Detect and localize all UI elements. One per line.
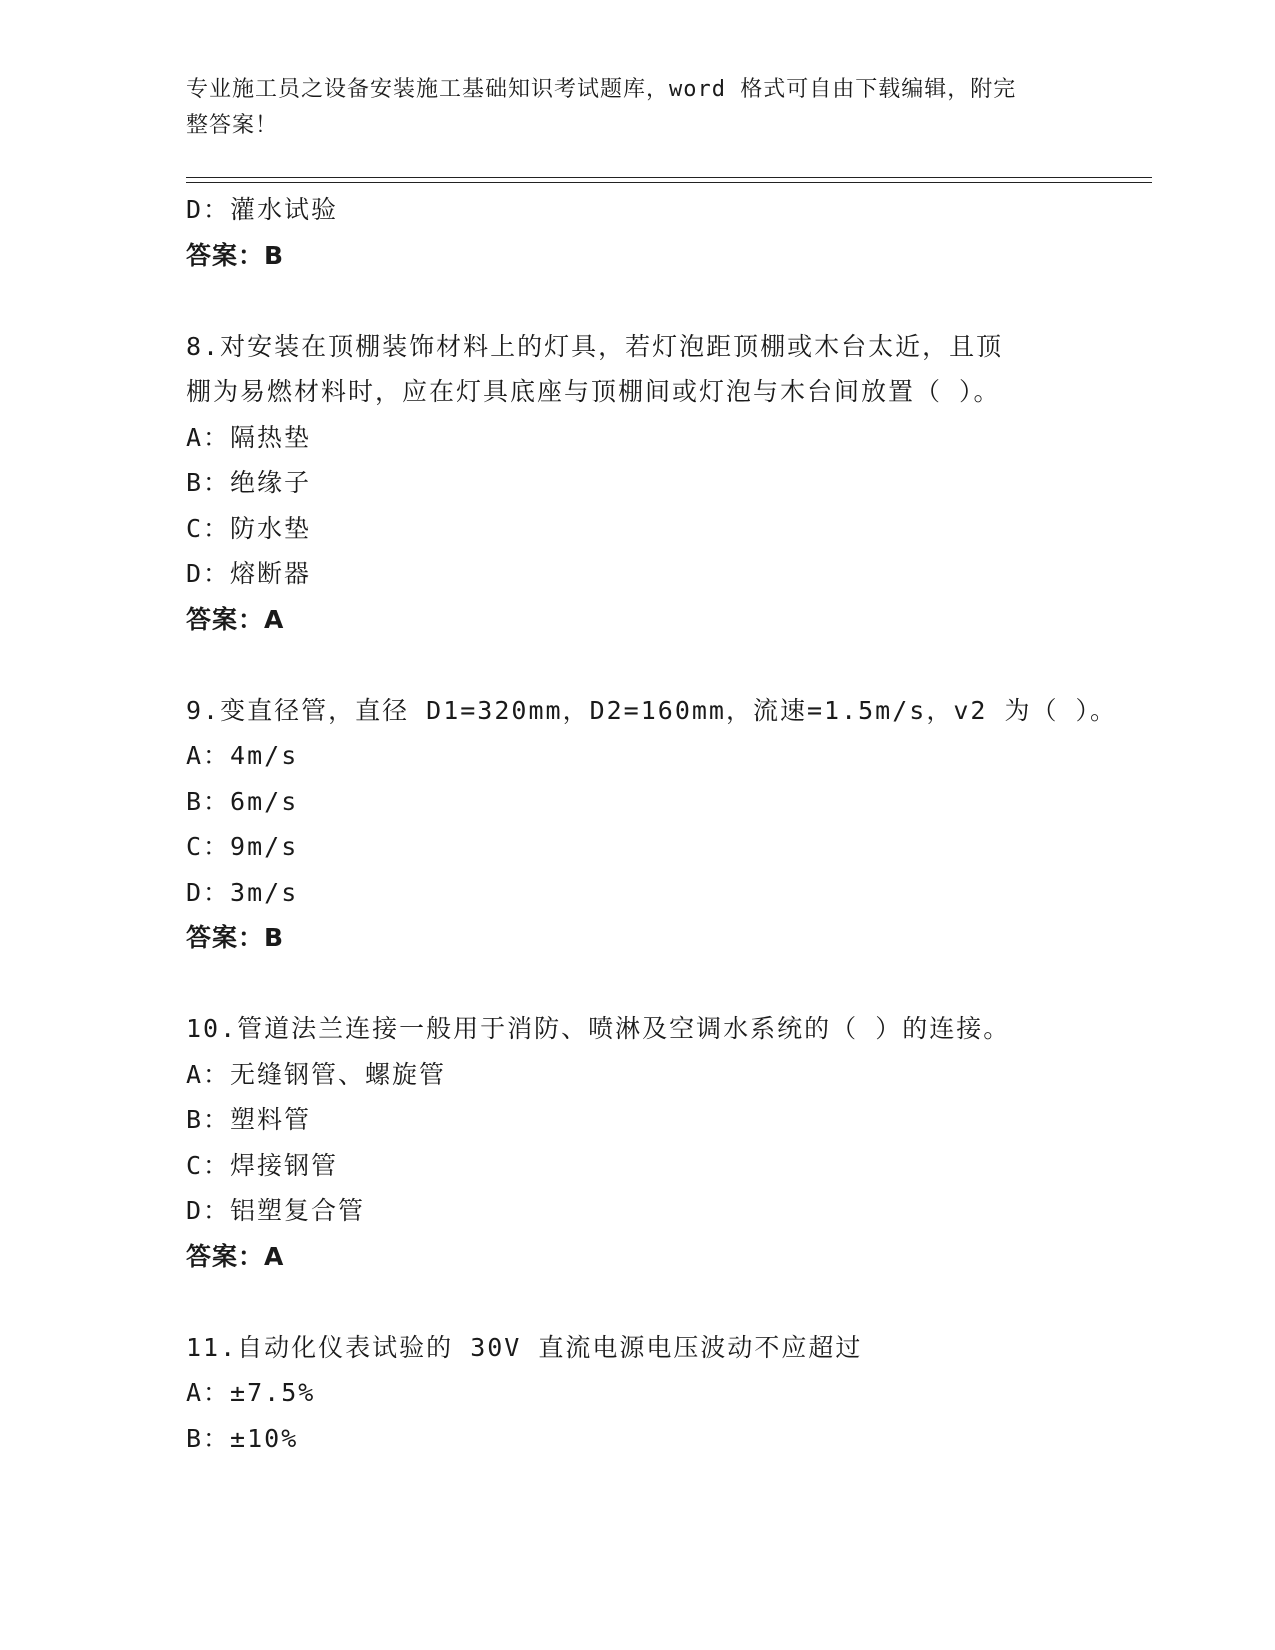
option-a: A：无缝钢管、螺旋管 xyxy=(186,1059,447,1089)
option-a: A：隔热垫 xyxy=(186,422,312,452)
option-d: D：灌水试验 xyxy=(186,195,339,224)
document-header xyxy=(186,72,1066,144)
option-d: D：熔断器 xyxy=(186,559,312,588)
option-b: B：±10% xyxy=(186,1423,299,1453)
question-list xyxy=(186,187,1118,1461)
question-stem: 8.对安装在顶棚装饰材料上的灯具，若灯泡距顶棚或木台太近，且顶 xyxy=(186,331,1004,361)
option-b: B：6m/s xyxy=(186,786,299,816)
answer-line: 答案：B xyxy=(186,923,285,952)
header-line-2: 整答案！ xyxy=(186,113,279,138)
header-line-1: 专业施工员之设备安装施工基础知识考试题库，word 格式可自由下载编辑，附完 xyxy=(186,77,1017,102)
question-9 xyxy=(186,688,1118,961)
spacer xyxy=(186,278,1086,324)
answer-line: 答案：A xyxy=(186,604,285,634)
question-10 xyxy=(186,1006,1086,1279)
option-b: B：塑料管 xyxy=(186,1105,312,1134)
question-11 xyxy=(186,1325,1086,1462)
header-divider-top xyxy=(186,177,1152,178)
option-c: C：焊接钢管 xyxy=(186,1150,339,1180)
option-d: D：铝塑复合管 xyxy=(186,1196,366,1225)
option-d: D：3m/s xyxy=(186,877,299,907)
question-7 xyxy=(186,187,1086,278)
question-stem: 11.自动化仪表试验的 30V 直流电源电压波动不应超过 xyxy=(186,1332,863,1362)
answer-line: 答案：B xyxy=(186,240,285,270)
question-stem: 棚为易燃材料时，应在灯具底座与顶棚间或灯泡与木台间放置（ ）。 xyxy=(186,377,1001,406)
header-divider-bottom xyxy=(186,182,1152,183)
question-stem: 10.管道法兰连接一般用于消防、喷淋及空调水系统的（ ）的连接。 xyxy=(186,1014,1011,1043)
spacer xyxy=(186,642,1086,688)
option-a: A：±7.5% xyxy=(186,1378,316,1407)
option-c: C：9m/s xyxy=(186,832,299,861)
spacer xyxy=(186,1279,1086,1325)
answer-line: 答案：A xyxy=(186,1241,285,1271)
option-b: B：绝缘子 xyxy=(186,468,312,497)
option-c: C：防水垫 xyxy=(186,513,312,543)
question-8 xyxy=(186,324,1086,643)
spacer xyxy=(186,961,1086,1007)
question-stem: 9.变直径管，直径 D1=320mm，D2=160mm，流速=1.5m/s，v2 为（ ）。 xyxy=(186,695,1118,725)
option-a: A：4m/s xyxy=(186,741,299,770)
